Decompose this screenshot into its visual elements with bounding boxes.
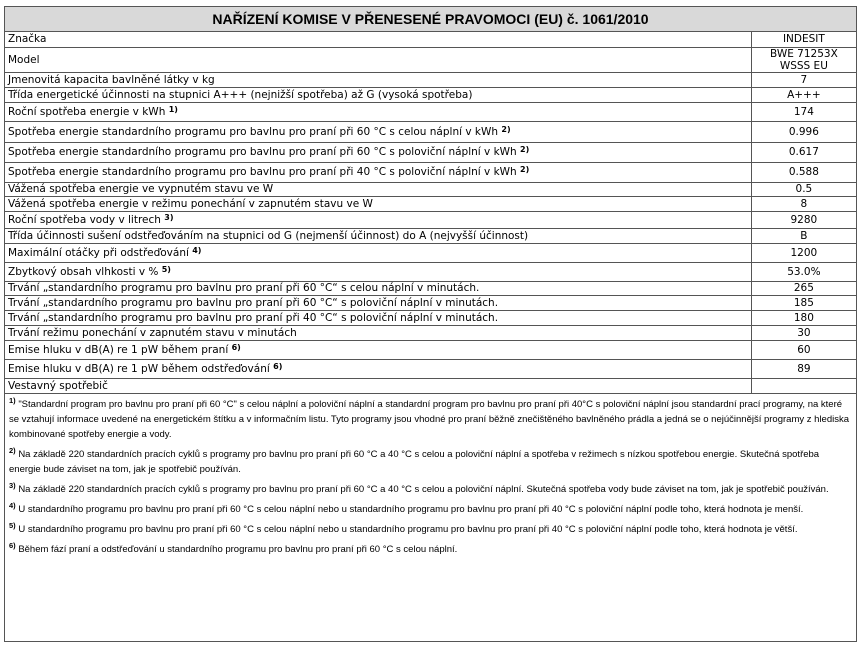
spec-label-cell (5, 378, 751, 393)
footnote-ref: 1) (168, 104, 178, 114)
spec-label: Model (8, 53, 40, 66)
spec-row (5, 72, 856, 87)
spec-value: 0.5 (795, 183, 813, 195)
spec-label: Spotřeba energie standardního programu pro bavlnu pro praní při 60 °C s poloviční náplní v kWh (8, 146, 517, 158)
spec-value-cell (751, 162, 856, 182)
spec-value: 185 (793, 296, 814, 309)
spec-value-cell (751, 295, 856, 310)
spec-label-cell (5, 228, 751, 243)
spec-row (5, 243, 856, 262)
spec-row (5, 87, 856, 102)
spec-row (5, 142, 856, 162)
spec-value-cell (751, 262, 856, 281)
spec-value-cell (751, 243, 856, 262)
spec-value: 30 (797, 326, 811, 339)
spec-label-cell (5, 281, 751, 295)
spec-value: 180 (793, 311, 814, 324)
spec-value: 174 (793, 105, 814, 118)
footnote-text: U standardního programu pro bavlnu pro praní při 60 °C s celou náplní nebo u standardního programu pro bavlnu pro praní při 40 °C s poloviční náplní podle toho, která hodnota je větší. (18, 523, 798, 535)
spec-label: Třída energetické účinnosti na stupnici A+++ (nejnižší spotřeba) až G (vysoká spotřeba) (8, 88, 473, 101)
spec-label-cell (5, 262, 751, 281)
spec-label-cell (5, 359, 751, 378)
footnote (9, 482, 853, 497)
spec-value: B (800, 229, 808, 242)
footnote-text: Na základě 220 standardních pracích cyklů s programy pro bavlnu pro praní při 60 °C a 40 °C s celou a poloviční náplní a spotřeba v režimech s nízkou spotřebou energie. Skutečná spotřeba energie bude záviset na tom, jak je spotřebič používán. (9, 448, 820, 475)
spec-label: Třída účinnosti sušení odstřeďováním na stupnici od G (nejmenší účinnost) do A (nejvyšší účinnost) (8, 229, 529, 242)
spec-value-line2: WSSS EU (779, 59, 828, 72)
regulation-sheet (4, 6, 857, 642)
spec-label: Roční spotřeba energie v kWh (8, 105, 166, 118)
spec-value: 1200 (790, 246, 818, 259)
spec-label-cell (5, 295, 751, 310)
spec-value-cell (751, 359, 856, 378)
spec-label-cell (5, 121, 751, 142)
spec-label: Vestavný spotřebič (8, 379, 108, 392)
spec-value: 8 (800, 197, 808, 210)
footnote-ref: 2) (501, 124, 511, 134)
footnote-mark: 3) (9, 480, 16, 490)
footnote (9, 502, 853, 517)
spec-row (5, 102, 856, 121)
spec-row (5, 359, 856, 378)
spec-value: A+++ (787, 88, 821, 101)
spec-value: 265 (793, 282, 814, 294)
spec-row (5, 295, 856, 310)
spec-value-cell (751, 228, 856, 243)
spec-value-cell (751, 340, 856, 359)
spec-row (5, 32, 856, 47)
footnote-ref: 3) (164, 212, 174, 222)
spec-row (5, 228, 856, 243)
spec-label: Spotřeba energie standardního programu pro bavlnu pro praní při 40 °C s poloviční náplní v kWh (8, 166, 517, 178)
spec-value-cell (751, 32, 856, 47)
spec-row (5, 121, 856, 142)
spec-value: 0.996 (788, 125, 819, 138)
spec-label: Trvání „standardního programu pro bavlnu pro praní při 60 °C“ s celou náplní v minutách. (8, 282, 480, 294)
spec-row (5, 162, 856, 182)
spec-label-cell (5, 87, 751, 102)
footnote-ref: 5) (161, 264, 171, 274)
spec-label-cell (5, 162, 751, 182)
spec-label: Emise hluku v dB(A) re 1 pW během odstřeďování (8, 362, 270, 375)
spec-table (5, 32, 856, 394)
spec-label: Značka (8, 33, 47, 46)
spec-value-cell (751, 196, 856, 211)
spec-label-cell (5, 340, 751, 359)
spec-row (5, 262, 856, 281)
footnote-text: "Standardní program pro bavlnu pro praní při 60 °C" s celou náplní a poloviční náplní a standardní program pro bavlnu pro praní při 40°C s poloviční náplní jsou standardní prací programy, na které se vztahují informace uvedené na energetickém štítku a v informačním listu. Tyto programy jsou vhodné pro praní běžně znečištěného bavlněného prádla a jedná se o nejúčinnější programy z hlediska kombinované spotřeby energie a vody. (9, 398, 849, 440)
spec-label-cell (5, 72, 751, 87)
spec-value-cell (751, 182, 856, 196)
footnote-ref: 6) (273, 361, 283, 371)
spec-label: Emise hluku v dB(A) re 1 pW během praní (8, 343, 229, 356)
footnote (9, 522, 853, 537)
spec-label-cell (5, 310, 751, 325)
footnote-text: Během fází praní a odstřeďování u standardního programu pro bavlnu pro praní při 60 °C s celou náplní. (18, 543, 458, 555)
spec-value: INDESIT (782, 33, 825, 46)
spec-value: 7 (800, 73, 808, 86)
spec-value: 53.0% (787, 265, 821, 278)
spec-row (5, 340, 856, 359)
spec-label: Maximální otáčky při odstřeďování (8, 246, 189, 259)
spec-label: Jmenovitá kapacita bavlněné látky v kg (8, 73, 215, 86)
footnote-mark: 1) (9, 395, 16, 405)
spec-value-cell (751, 102, 856, 121)
footnote-text: Na základě 220 standardních pracích cyklů s programy pro bavlnu pro praní při 60 °C a 40 °C s celou a poloviční náplní. Skutečná spotřeba vody bude záviset na tom, jak je spotřebič používán. (18, 483, 829, 495)
footnote-ref: 4) (192, 245, 202, 255)
spec-label-cell (5, 102, 751, 121)
spec-row (5, 310, 856, 325)
spec-label-cell (5, 142, 751, 162)
footnote-text: U standardního programu pro bavlnu pro praní při 60 °C s celou náplní nebo u standardního programu pro bavlnu pro praní při 40 °C s poloviční náplní podle toho, která hodnota je menší. (18, 503, 804, 515)
spec-value-cell (751, 325, 856, 340)
spec-value-cell (751, 87, 856, 102)
spec-value: 89 (797, 362, 811, 375)
spec-label: Trvání „standardního programu pro bavlnu pro praní při 40 °C“ s poloviční náplní v minutách. (8, 311, 499, 324)
spec-label-cell (5, 243, 751, 262)
spec-value-cell (751, 47, 856, 72)
spec-value: 9280 (790, 213, 818, 226)
spec-label-cell (5, 211, 751, 228)
footnote-mark: 4) (9, 500, 16, 510)
spec-value-cell (751, 310, 856, 325)
spec-row (5, 281, 856, 295)
spec-label: Trvání režimu ponechání v zapnutém stavu v minutách (8, 326, 297, 339)
footnote-ref: 6) (231, 342, 241, 352)
spec-label: Spotřeba energie standardního programu pro bavlnu pro praní při 60 °C s celou náplní v kWh (8, 125, 499, 138)
spec-row (5, 196, 856, 211)
spec-label: Trvání „standardního programu pro bavlnu pro praní při 60 °C“ s poloviční náplní v minutách. (8, 296, 499, 309)
spec-value-cell (751, 378, 856, 393)
spec-value-cell (751, 281, 856, 295)
footnote (9, 542, 853, 557)
footnote-ref: 2) (520, 165, 530, 174)
spec-label-cell (5, 182, 751, 196)
spec-label: Vážená spotřeba energie v režimu ponechání v zapnutém stavu ve W (8, 197, 373, 210)
sheet-title: NAŘÍZENÍ KOMISE V PŘENESENÉ PRAVOMOCI (EU) č. 1061/2010 (5, 7, 856, 32)
spec-label-cell (5, 325, 751, 340)
spec-row (5, 182, 856, 196)
footnote-mark: 6) (9, 540, 16, 550)
spec-value-cell (751, 142, 856, 162)
footnote (9, 447, 853, 477)
spec-label: Vážená spotřeba energie ve vypnutém stavu ve W (8, 183, 274, 195)
spec-label: Zbytkový obsah vlhkosti v % (8, 265, 159, 278)
spec-value-cell (751, 72, 856, 87)
spec-row (5, 211, 856, 228)
spec-value-cell (751, 211, 856, 228)
spec-row (5, 325, 856, 340)
spec-row (5, 47, 856, 72)
spec-row (5, 378, 856, 393)
footnote (9, 397, 853, 442)
spec-value: BWE 71253X (769, 47, 838, 60)
spec-label-cell (5, 32, 751, 47)
spec-value: 60 (797, 343, 811, 356)
spec-label-cell (5, 196, 751, 211)
footnote-mark: 2) (9, 445, 16, 455)
spec-value-cell (751, 121, 856, 142)
spec-table-body (5, 32, 856, 393)
spec-label: Roční spotřeba vody v litrech (8, 213, 161, 226)
spec-value: 0.588 (788, 166, 819, 178)
footnote-ref: 2) (520, 145, 530, 154)
spec-value: 0.617 (788, 146, 819, 158)
footnotes (5, 394, 856, 557)
footnote-mark: 5) (9, 520, 16, 530)
spec-label-cell (5, 47, 751, 72)
